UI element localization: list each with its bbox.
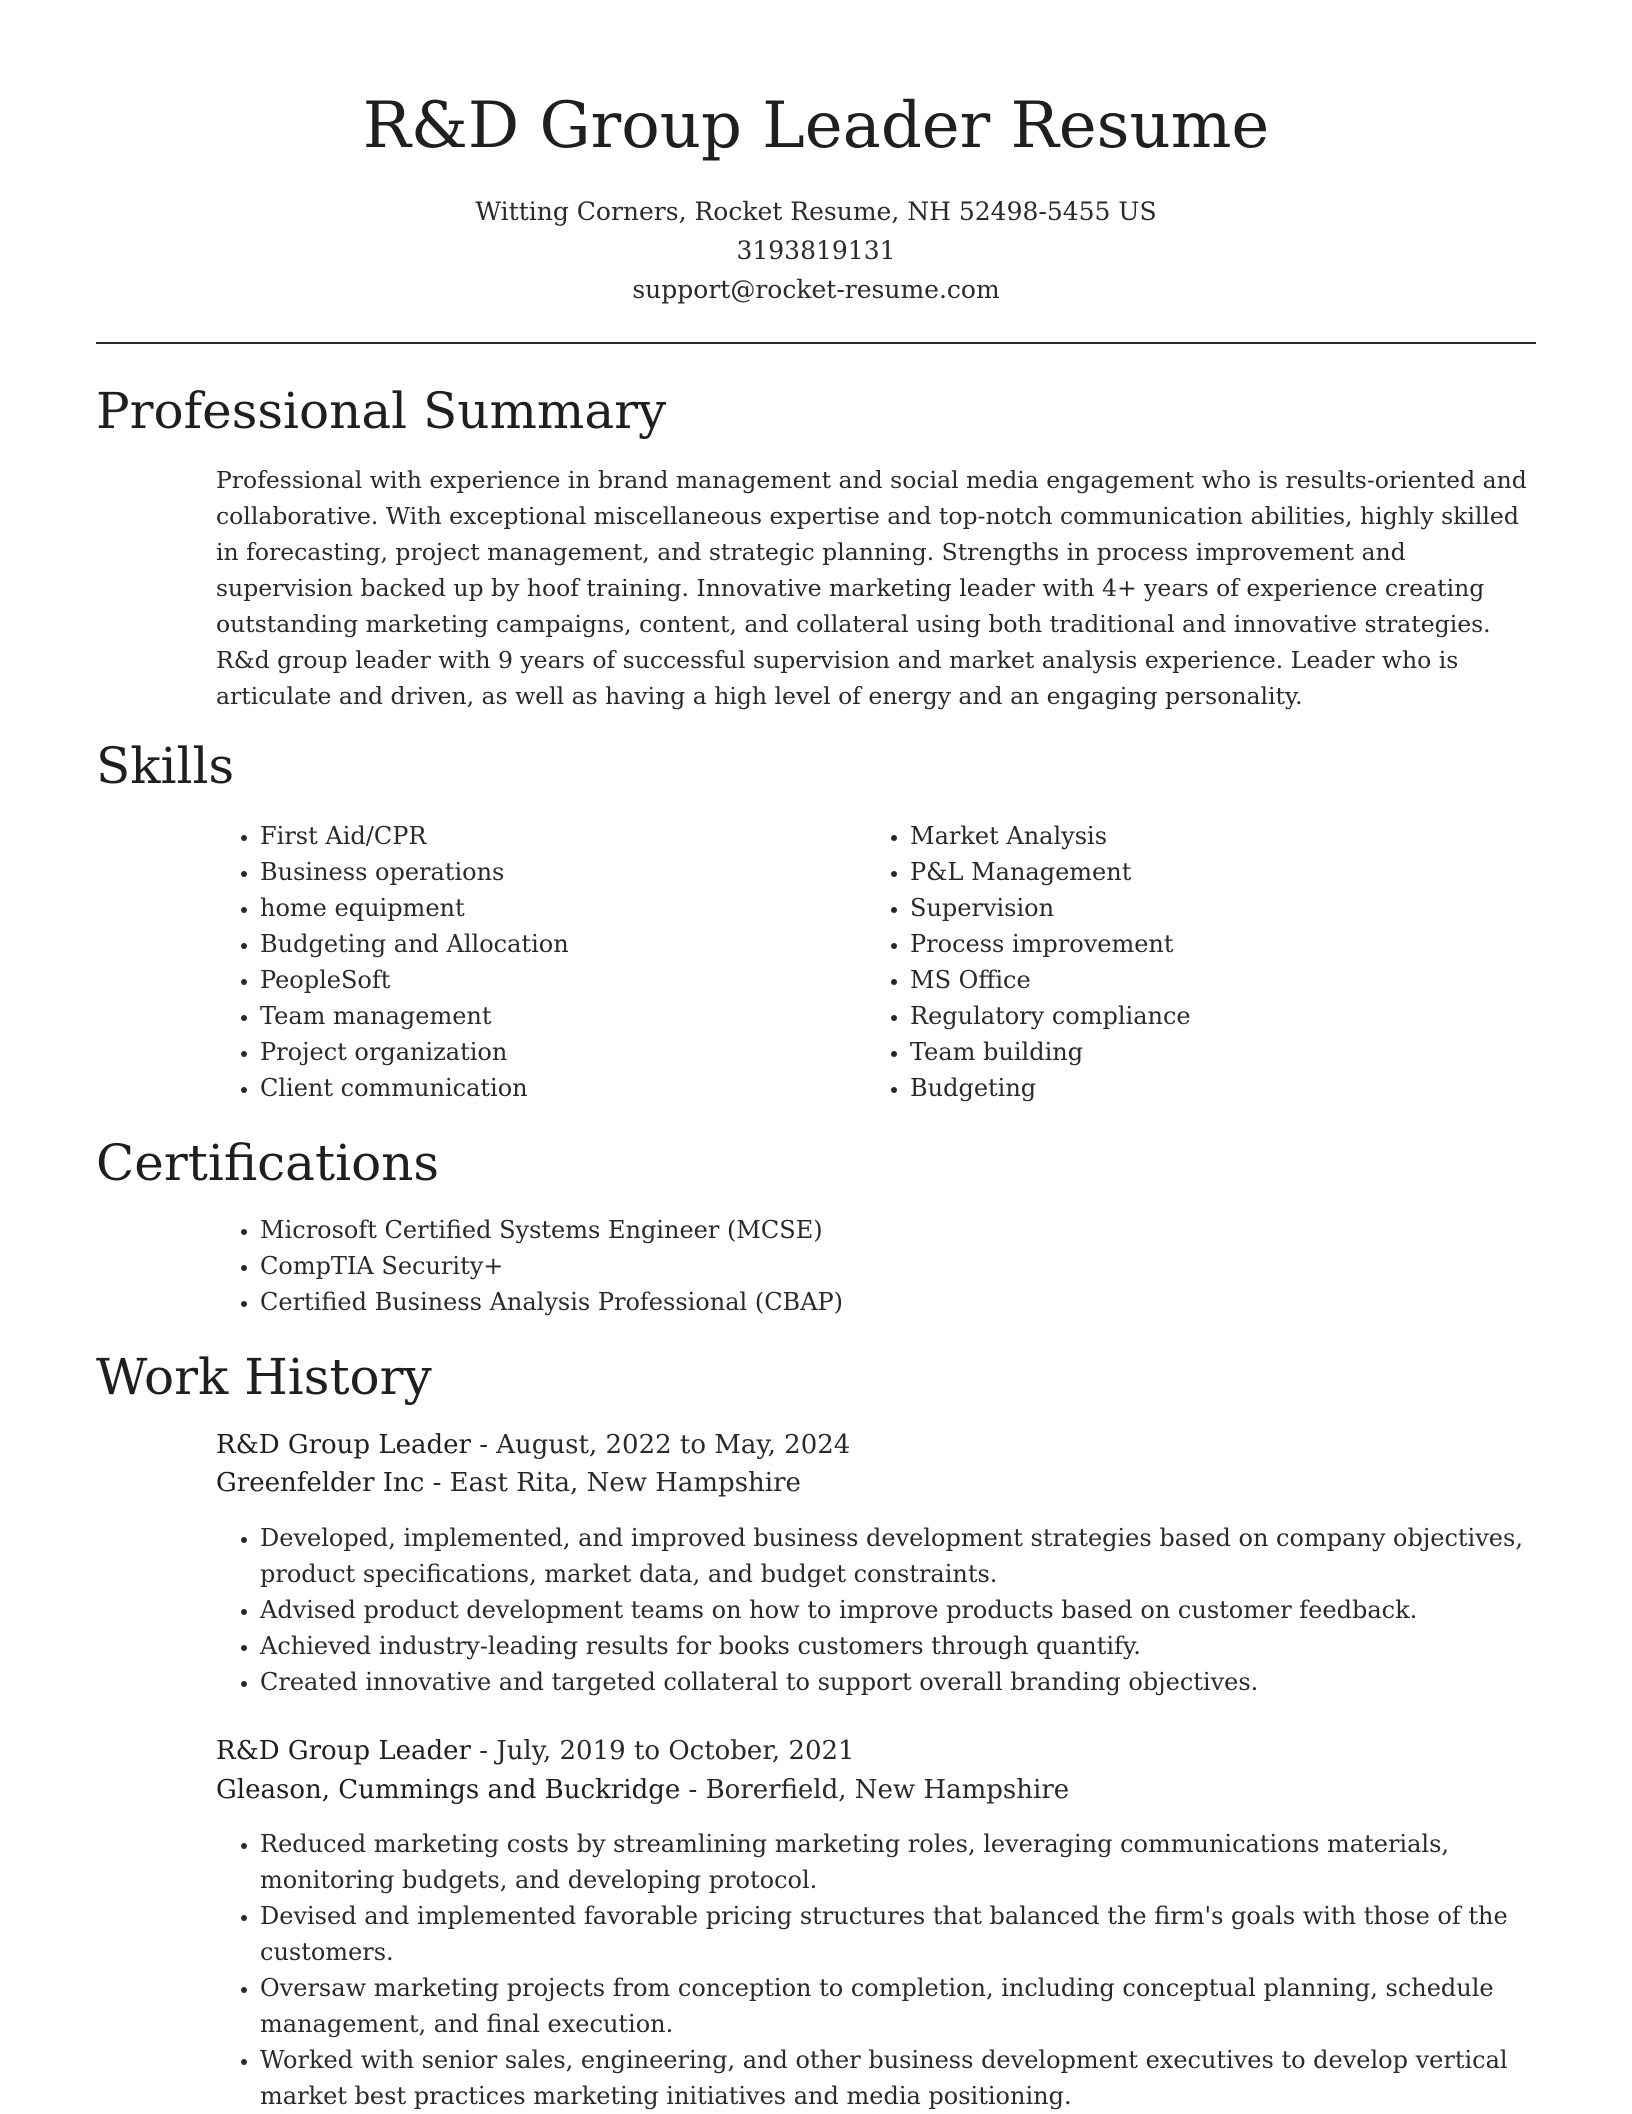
job-bullet: • Advised product development teams on how to improve products based on customer feedback.: [260, 1592, 1576, 1628]
job-location: - Borerfield, New Hampshire: [680, 1775, 1070, 1805]
skill-item: • Regulatory compliance: [910, 998, 1490, 1034]
job-bullet: • Created innovative and targeted collateral to support overall branding objectives.: [260, 1664, 1576, 1700]
skill-item: • Supervision: [910, 890, 1490, 926]
job-title: R&D Group Leader: [216, 1736, 471, 1766]
contact-phone: 3193819131: [736, 236, 896, 265]
skills-heading: Skills: [96, 737, 235, 795]
skills-list-right: [866, 818, 1490, 1106]
job-dates: - August, 2022 to May, 2024: [470, 1430, 851, 1460]
certification-item: • Certified Business Analysis Professional (CBAP): [260, 1284, 1260, 1320]
header-divider: [96, 342, 1536, 344]
work-history-heading: Work History: [96, 1348, 432, 1406]
skill-item: • Team building: [910, 1034, 1490, 1070]
resume-title: R&D Group Leader Resume: [362, 89, 1270, 163]
skill-item: • home equipment: [260, 890, 840, 926]
skills-list-left: [216, 818, 840, 1106]
skill-item: • Market Analysis: [910, 818, 1490, 854]
certifications-list: [216, 1212, 1260, 1320]
skill-item: • P&L Management: [910, 854, 1490, 890]
contact-address: Witting Corners, Rocket Resume, NH 52498-5455 US: [475, 197, 1157, 226]
skill-item: • Budgeting and Allocation: [260, 926, 840, 962]
job-company-line: [216, 1464, 801, 1502]
summary-text: Professional with experience in brand management and social media engagement who is results-oriented and collaborative. With exceptional miscellaneous expertise and top-notch communication abilities, highly skilled in forecasting, project management, and strategic planning. Strengths in process improvement and supervision backed up by hoof training. Innovative marketing leader with 4+ years of experience creating outstanding marketing campaigns, content, and collateral using both traditional and innovative strategies. R&d group leader with 9 years of successful supervision and market analysis experience. Leader who is articulate and driven, as well as having a high level of energy and an engaging personality.: [216, 466, 1527, 710]
skill-item: • Business operations: [260, 854, 840, 890]
skill-item: • Budgeting: [910, 1070, 1490, 1106]
job-company-line: [216, 1771, 1069, 1809]
skill-item: • PeopleSoft: [260, 962, 840, 998]
job-title-line: [216, 1732, 855, 1770]
job-location: - East Rita, New Hampshire: [424, 1468, 801, 1498]
contact-block: [0, 192, 1632, 309]
skill-item: • Process improvement: [910, 926, 1490, 962]
job-bullet: • Worked with senior sales, engineering, and other business development executives to develop vertical market best practices marketing initiatives and media positioning.: [260, 2042, 1576, 2114]
skill-item: • Project organization: [260, 1034, 840, 1070]
job-bullet: • Developed, implemented, and improved business development strategies based on company objectives, product specifications, market data, and budget constraints.: [260, 1520, 1576, 1592]
job-company: Greenfelder Inc: [216, 1468, 425, 1498]
job-company: Gleason, Cummings and Buckridge: [216, 1775, 681, 1805]
job-bullet: • Devised and implemented favorable pricing structures that balanced the firm's goals with those of the customers.: [260, 1898, 1576, 1970]
job-bullet: • Oversaw marketing projects from conception to completion, including conceptual planning, schedule management, and final execution.: [260, 1970, 1576, 2042]
skill-item: • Team management: [260, 998, 840, 1034]
certification-item: • Microsoft Certified Systems Engineer (MCSE): [260, 1212, 1260, 1248]
job-bullet: • Achieved industry-leading results for books customers through quantify.: [260, 1628, 1576, 1664]
job-bullet: • Reduced marketing costs by streamlining marketing roles, leveraging communications materials, monitoring budgets, and developing protocol.: [260, 1826, 1576, 1898]
certifications-heading: Certifications: [96, 1134, 440, 1192]
skill-item: • First Aid/CPR: [260, 818, 840, 854]
job-title-line: [216, 1426, 850, 1464]
certification-item: • CompTIA Security+: [260, 1248, 1260, 1284]
job-dates: - July, 2019 to October, 2021: [470, 1736, 855, 1766]
skill-item: • Client communication: [260, 1070, 840, 1106]
skill-item: • MS Office: [910, 962, 1490, 998]
contact-email: support@rocket-resume.com: [632, 275, 1000, 304]
job-title: R&D Group Leader: [216, 1430, 471, 1460]
job-bullets: [216, 1520, 1576, 1700]
summary-heading: Professional Summary: [96, 382, 667, 440]
job-bullets: [216, 1826, 1576, 2114]
